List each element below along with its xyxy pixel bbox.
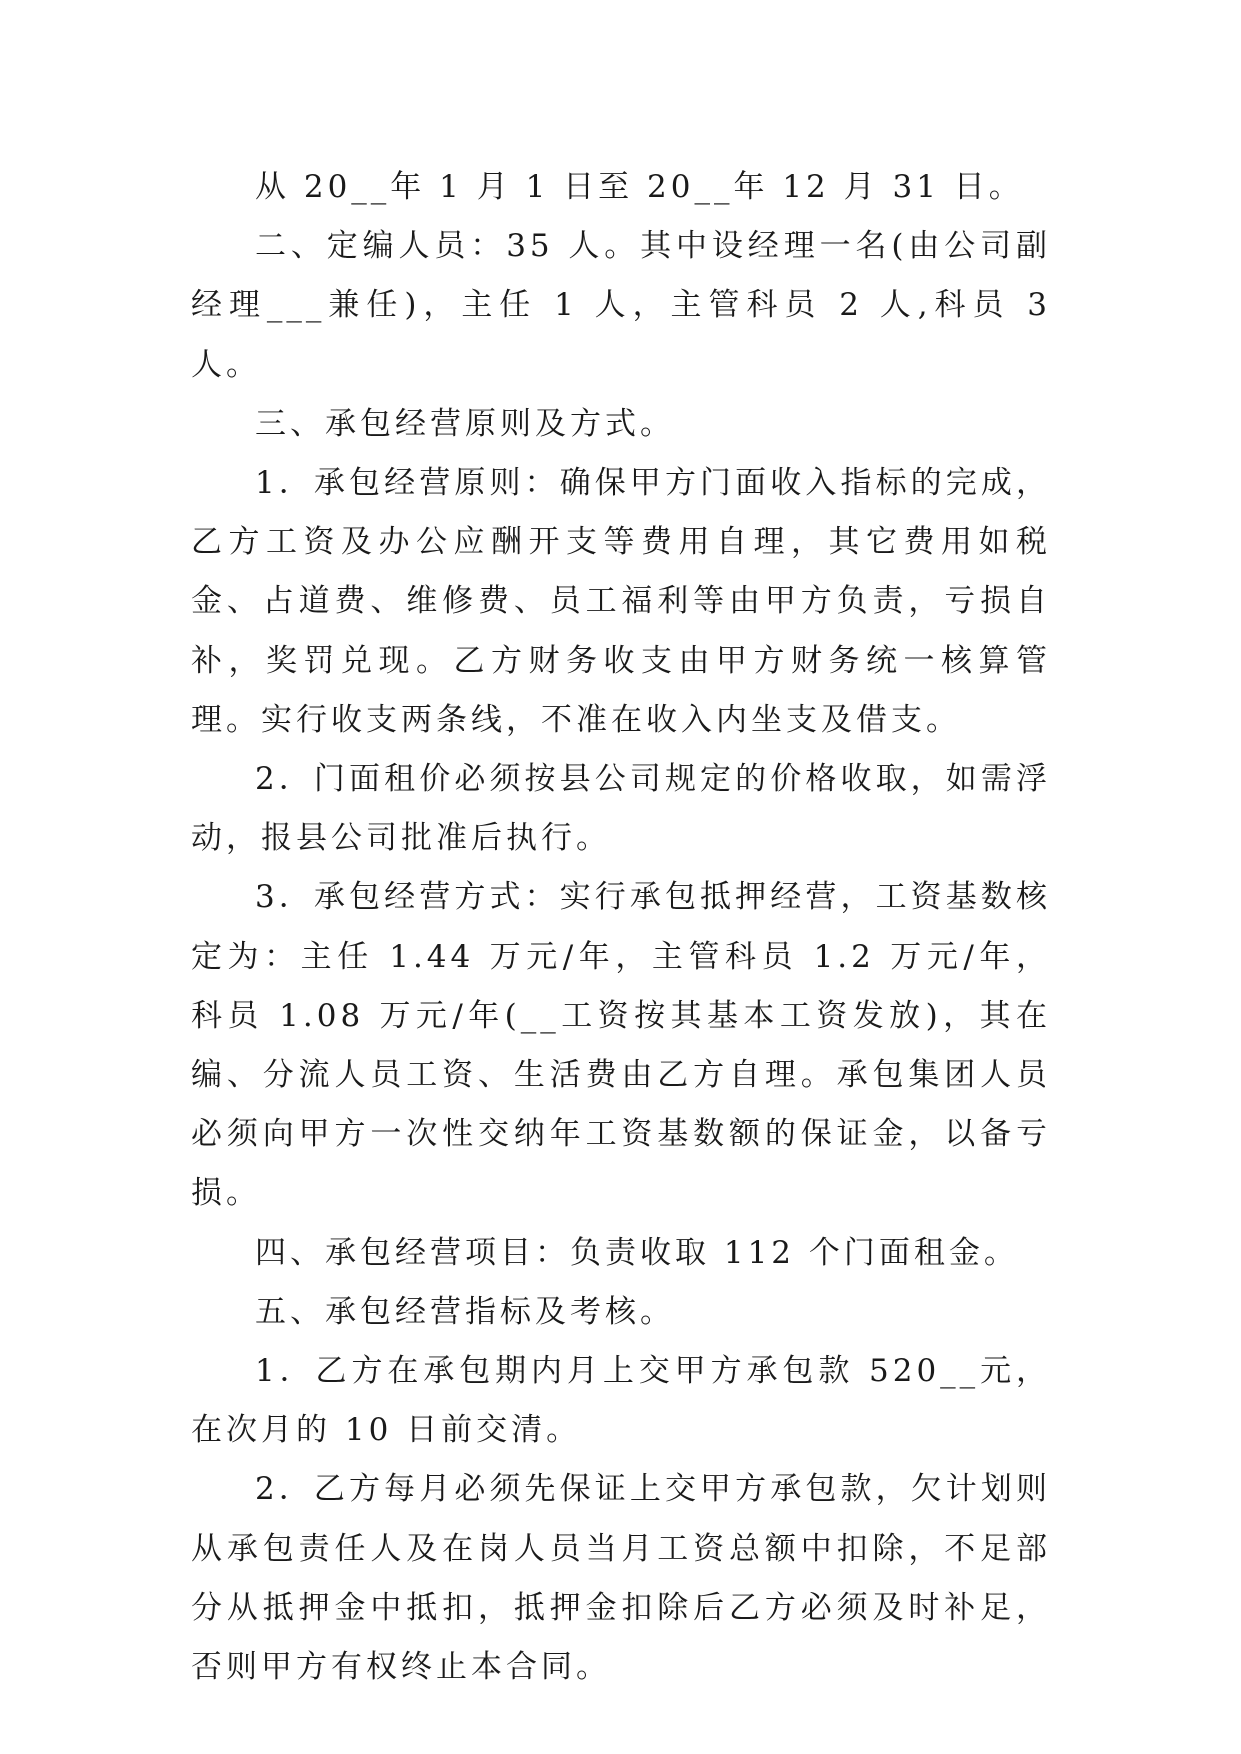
paragraph-principle: 1．承包经营原则：确保甲方门面收入指标的完成，乙方工资及办公应酬开支等费用自理，其它费用如税金、占道费、维修费、员工福利等由甲方负责，亏损自补，奖罚兑现。乙方财务收支由甲方财务统一核算管理。实行收支两条线，不准在收入内坐支及借支。: [191, 465, 1051, 738]
paragraph-section-four: 四、承包经营项目：负责收取 112 个门面租金。: [255, 1234, 1019, 1271]
paragraph-method: 3．承包经营方式：实行承包抵押经营，工资基数核定为：主任 1.44 万元/年，主管科员 1.2 万元/年，科员 1.08 万元/年(__工资按其基本工资发放)，其在编、分流人员工资、生活费由乙方自理。承包集团人员必须向甲方一次性交纳年工资基数额的保证金，以备亏损。: [191, 879, 1051, 1212]
paragraph-payment: 1．乙方在承包期内月上交甲方承包款 520__元，在次月的 10 日前交清。: [191, 1353, 1051, 1449]
paragraph-term: 从 20__年 1 月 1 日至 20__年 12 月 31 日。: [255, 169, 1024, 205]
paragraph-staffing: 二、定编人员：35 人。其中设经理一名(由公司副经理___兼任)，主任 1 人，主管科员 2 人,科员 3 人。: [191, 228, 1051, 383]
paragraph-section-three-heading: 三、承包经营原则及方式。: [255, 405, 675, 442]
paragraph-deduction: 2．乙方每月必须先保证上交甲方承包款，欠计划则从承包责任人及在岗人员当月工资总额中扣除，不足部分从抵押金中抵扣，抵押金扣除后乙方必须及时补足，否则甲方有权终止本合同。: [191, 1471, 1051, 1686]
document-body: [191, 158, 1051, 1697]
paragraph-section-five-heading: 五、承包经营指标及考核。: [255, 1293, 675, 1330]
paragraph-rent-price: 2．门面租价必须按县公司规定的价格收取，如需浮动，报县公司批准后执行。: [191, 761, 1051, 857]
